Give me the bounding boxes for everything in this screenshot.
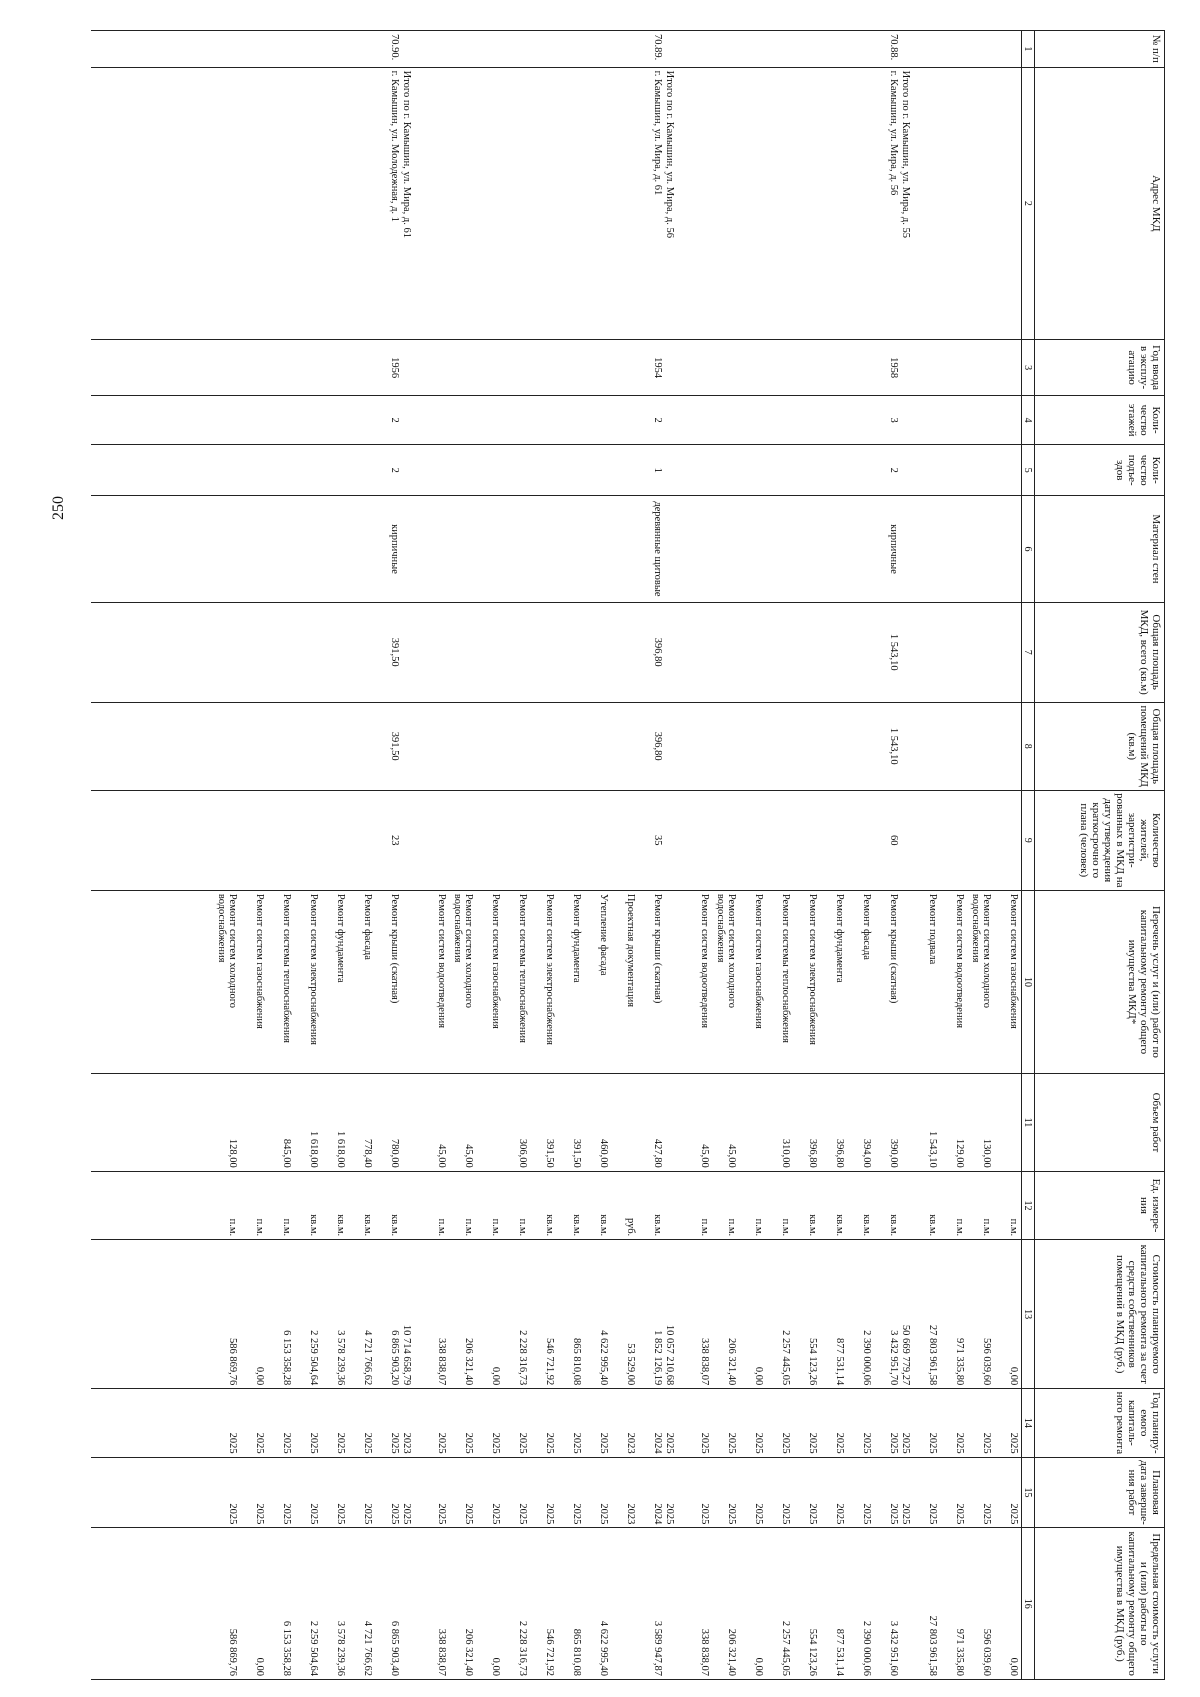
planned-cost: 6 865 903,20 xyxy=(389,1330,400,1386)
unit: п.м. xyxy=(954,1218,965,1237)
repair-year: 2025 xyxy=(308,1432,319,1454)
header-cell: Коли- чество этажей xyxy=(1035,396,1165,445)
work-volume: 45,00 xyxy=(699,1144,710,1168)
year-built: 1954 xyxy=(652,357,663,379)
service-name: Утепление фасада xyxy=(598,893,609,976)
unit: п.м. xyxy=(726,1218,737,1237)
col-limit-cost xyxy=(91,1528,1022,1680)
column-number: 6 xyxy=(1022,496,1035,602)
address-total-cost: 10 714 658,79 xyxy=(401,1324,412,1386)
limit-cost: 338 838,07 xyxy=(436,1628,447,1676)
column-number: 7 xyxy=(1022,602,1035,702)
limit-cost: 6 865 903,40 xyxy=(389,1620,400,1676)
area-rooms: 391,50 xyxy=(389,731,400,761)
address-total-label: Итого по г. Камышин, ул. Мира, д. 56 xyxy=(664,70,675,238)
limit-cost: 877 531,14 xyxy=(834,1628,845,1676)
header-cell: Предельная стоимость услуги и (или) работы по капитальному ремонту общего имущества в МКД (руб.) xyxy=(1035,1528,1165,1680)
address-total-end: 2025 xyxy=(664,1503,675,1525)
planned-cost: 971 335,80 xyxy=(954,1337,965,1386)
planned-cost: 1 852 126,19 xyxy=(652,1330,663,1386)
page-number: 250 xyxy=(50,496,67,520)
service-name: Ремонт систем газоснабжения xyxy=(753,893,764,1029)
work-volume: 427,80 xyxy=(652,1138,663,1168)
column-number: 4 xyxy=(1022,396,1035,445)
limit-cost: 2 259 504,64 xyxy=(308,1620,319,1676)
work-volume: 1 543,10 xyxy=(927,1131,938,1168)
repair-year: 2025 xyxy=(954,1432,965,1454)
service-name: Ремонт систем электроснабжения xyxy=(544,893,555,1045)
unit: кв.м. xyxy=(362,1214,373,1237)
planned-cost: 586 869,76 xyxy=(227,1337,238,1386)
column-number: 8 xyxy=(1022,702,1035,790)
unit: п.м. xyxy=(517,1218,528,1237)
unit: кв.м. xyxy=(308,1214,319,1237)
limit-cost: 3 578 239,36 xyxy=(335,1620,346,1676)
completion-date: 2025 xyxy=(726,1503,737,1525)
planned-cost: 2 390 000,06 xyxy=(861,1330,872,1386)
work-volume: 45,00 xyxy=(726,1144,737,1168)
row-number: 70.89. xyxy=(652,34,663,61)
unit: кв.м. xyxy=(544,1214,555,1237)
header-cell: Коли- чество подъе- здов xyxy=(1035,445,1165,496)
col-cost xyxy=(91,1240,1022,1389)
service-name: Ремонт систем холодного водоснабжения xyxy=(715,893,737,1009)
unit: кв.м. xyxy=(598,1214,609,1237)
planned-cost: 0,00 xyxy=(1008,1366,1019,1386)
completion-date: 2023 xyxy=(625,1503,636,1525)
repair-year: 2025 xyxy=(888,1432,899,1454)
repair-year: 2025 xyxy=(927,1432,938,1454)
work-volume: 460,00 xyxy=(598,1138,609,1168)
planned-cost: 206 321,40 xyxy=(726,1337,737,1386)
completion-date: 2025 xyxy=(981,1503,992,1525)
completion-date: 2025 xyxy=(699,1503,710,1525)
unit: п.м. xyxy=(981,1218,992,1237)
completion-date: 2025 xyxy=(517,1503,528,1525)
header-cell: Ед. измере- ния xyxy=(1035,1171,1165,1239)
limit-cost: 206 321,40 xyxy=(463,1628,474,1676)
work-volume: 45,00 xyxy=(463,1144,474,1168)
repair-year: 2025 xyxy=(335,1432,346,1454)
completion-date: 2025 xyxy=(861,1503,872,1525)
col-end-date xyxy=(91,1457,1022,1528)
completion-date: 2024 xyxy=(652,1503,663,1525)
completion-date: 2025 xyxy=(544,1503,555,1525)
repair-year: 2025 xyxy=(362,1432,373,1454)
completion-date: 2025 xyxy=(308,1503,319,1525)
work-volume: 129,00 xyxy=(954,1138,965,1168)
limit-cost: 3 432 951,60 xyxy=(888,1620,899,1676)
limit-cost: 0,00 xyxy=(254,1657,265,1676)
header-cell: Объем работ xyxy=(1035,1074,1165,1172)
planned-cost: 206 321,40 xyxy=(463,1337,474,1386)
building-address: г. Камышин, ул. Мира, д. 61 xyxy=(652,70,663,196)
planned-cost: 2 259 504,64 xyxy=(308,1330,319,1386)
planned-cost: 4 721 766,62 xyxy=(362,1330,373,1386)
planned-cost: 0,00 xyxy=(254,1366,265,1386)
repair-year: 2025 xyxy=(598,1432,609,1454)
entrances-count: 2 xyxy=(389,467,400,473)
year-built: 1956 xyxy=(389,357,400,379)
col-wall-material xyxy=(91,496,1022,602)
limit-cost: 2 228 316,73 xyxy=(517,1620,528,1676)
service-name: Ремонт систем водоотведения xyxy=(436,893,447,1029)
residents-count: 35 xyxy=(652,835,663,846)
address-total-label: Итого по г. Камышин, ул. Мира, д. 55 xyxy=(900,70,911,238)
limit-cost: 596 039,60 xyxy=(981,1628,992,1676)
floors-count: 2 xyxy=(652,417,663,423)
service-name: Ремонт систем газоснабжения xyxy=(1008,893,1019,1029)
unit: кв.м. xyxy=(335,1214,346,1237)
column-number: 10 xyxy=(1022,890,1035,1073)
entrances-count: 1 xyxy=(652,467,663,473)
work-volume: 396,80 xyxy=(807,1138,818,1168)
limit-cost: 2 257 445,05 xyxy=(780,1620,791,1676)
work-volume: 310,00 xyxy=(780,1138,791,1168)
unit: п.м. xyxy=(227,1218,238,1237)
work-volume: 1 618,00 xyxy=(308,1131,319,1168)
completion-date: 2025 xyxy=(362,1503,373,1525)
work-volume: 128,00 xyxy=(227,1138,238,1168)
completion-date: 2025 xyxy=(834,1503,845,1525)
col-residents xyxy=(91,790,1022,890)
repair-year: 2025 xyxy=(726,1432,737,1454)
work-volume: 306,00 xyxy=(517,1138,528,1168)
residents-count: 60 xyxy=(888,835,899,846)
unit: п.м. xyxy=(1008,1218,1019,1237)
column-number: 12 xyxy=(1022,1171,1035,1239)
address-total-year: 2025 xyxy=(664,1432,675,1454)
planned-cost: 338 838,07 xyxy=(699,1337,710,1386)
limit-cost: 0,00 xyxy=(1008,1657,1019,1676)
service-name: Ремонт систем электроснабжения xyxy=(807,893,818,1045)
header-cell: Общая площадь помещений МКД (кв.м) xyxy=(1035,702,1165,790)
row-number: 70.88. xyxy=(888,34,899,61)
repair-year: 2025 xyxy=(281,1432,292,1454)
address-total-end: 2025 xyxy=(900,1503,911,1525)
completion-date: 2025 xyxy=(1008,1503,1019,1525)
residents-count: 23 xyxy=(389,835,400,846)
service-name: Проектная документация xyxy=(625,893,636,1008)
floors-count: 2 xyxy=(389,417,400,423)
service-name: Ремонт систем газоснабжения xyxy=(490,893,501,1029)
planned-cost: 27 803 961,58 xyxy=(927,1324,938,1386)
unit: п.м. xyxy=(281,1218,292,1237)
address-total-cost: 50 669 779,27 xyxy=(900,1324,911,1386)
planned-cost: 546 721,92 xyxy=(544,1337,555,1386)
address-total-year: 2023 xyxy=(401,1432,412,1454)
header-cell: Общая площадь МКД, всего (кв.м) xyxy=(1035,602,1165,702)
unit: кв.м. xyxy=(389,1214,400,1237)
header-cell: Год ввода в эксплу- атацию xyxy=(1035,340,1165,396)
completion-date: 2025 xyxy=(598,1503,609,1525)
planned-cost: 6 153 358,28 xyxy=(281,1330,292,1386)
limit-cost: 206 321,40 xyxy=(726,1628,737,1676)
column-number: 5 xyxy=(1022,445,1035,496)
planned-cost: 596 039,60 xyxy=(981,1337,992,1386)
completion-date: 2025 xyxy=(927,1503,938,1525)
unit: кв.м. xyxy=(927,1214,938,1237)
wall-material: деревянные щитовые xyxy=(652,501,663,597)
limit-cost: 27 803 961,58 xyxy=(927,1615,938,1676)
completion-date: 2025 xyxy=(335,1503,346,1525)
work-volume: 1 618,00 xyxy=(335,1131,346,1168)
unit: п.м. xyxy=(699,1218,710,1237)
header-row xyxy=(1035,31,1165,1680)
unit: п.м. xyxy=(436,1218,447,1237)
service-name: Ремонт систем водоотведения xyxy=(699,893,710,1029)
limit-cost: 3 589 947,87 xyxy=(652,1620,663,1676)
service-name: Ремонт фундамента xyxy=(571,893,582,983)
limit-cost: 2 390 000,06 xyxy=(861,1620,872,1676)
area-total: 391,50 xyxy=(389,637,400,667)
year-built: 1958 xyxy=(888,357,899,379)
column-number: 16 xyxy=(1022,1528,1035,1680)
service-name: Ремонт крыши (скатная) xyxy=(888,893,899,1004)
completion-date: 2025 xyxy=(954,1503,965,1525)
unit: п.м. xyxy=(254,1218,265,1237)
repair-year: 2025 xyxy=(981,1432,992,1454)
repair-year: 2023 xyxy=(625,1432,636,1454)
col-area-rooms xyxy=(91,702,1022,790)
address-total-cost: 10 057 210,68 xyxy=(664,1324,675,1386)
table-body-row xyxy=(91,31,1022,1680)
completion-date: 2025 xyxy=(254,1503,265,1525)
repair-year: 2025 xyxy=(544,1432,555,1454)
work-volume: 45,00 xyxy=(436,1144,447,1168)
unit: кв.м. xyxy=(571,1214,582,1237)
column-number: 3 xyxy=(1022,340,1035,396)
work-volume: 391,50 xyxy=(571,1138,582,1168)
repair-year: 2025 xyxy=(753,1432,764,1454)
repair-year: 2025 xyxy=(436,1432,447,1454)
work-volume: 396,80 xyxy=(834,1138,845,1168)
column-number-row xyxy=(1022,31,1035,1680)
service-name: Ремонт систем холодного водоснабжения xyxy=(216,893,238,1009)
unit: п.м. xyxy=(490,1218,501,1237)
repair-year: 2025 xyxy=(227,1432,238,1454)
limit-cost: 0,00 xyxy=(490,1657,501,1676)
column-number: 15 xyxy=(1022,1457,1035,1528)
work-volume: 391,50 xyxy=(544,1138,555,1168)
header-cell: Год планиру- емого капиталь- ного ремонта xyxy=(1035,1389,1165,1457)
unit: п.м. xyxy=(463,1218,474,1237)
repair-year: 2025 xyxy=(517,1432,528,1454)
repair-year: 2025 xyxy=(807,1432,818,1454)
completion-date: 2025 xyxy=(389,1503,400,1525)
completion-date: 2025 xyxy=(490,1503,501,1525)
header-cell: Стоимость планируемого капитального ремонта за счет средств собственников помещений в МКД (руб.) xyxy=(1035,1240,1165,1389)
header-cell: Материал стен xyxy=(1035,496,1165,602)
repair-year: 2025 xyxy=(254,1432,265,1454)
repair-year: 2025 xyxy=(861,1432,872,1454)
completion-date: 2025 xyxy=(888,1503,899,1525)
unit: кв.м. xyxy=(861,1214,872,1237)
completion-date: 2025 xyxy=(227,1503,238,1525)
planned-cost: 865 810,08 xyxy=(571,1337,582,1386)
planned-cost: 2 228 316,73 xyxy=(517,1330,528,1386)
unit: кв.м. xyxy=(834,1214,845,1237)
completion-date: 2025 xyxy=(436,1503,447,1525)
header-cell: № п/п xyxy=(1035,31,1165,68)
planned-cost: 338 838,07 xyxy=(436,1337,447,1386)
work-volume: 845,00 xyxy=(281,1138,292,1168)
repair-year: 2025 xyxy=(780,1432,791,1454)
col-address xyxy=(91,67,1022,339)
repair-year: 2025 xyxy=(834,1432,845,1454)
area-total: 1 543,10 xyxy=(888,633,899,671)
column-number: 13 xyxy=(1022,1240,1035,1389)
building-address: г. Камышин, ул. Мира, д. 56 xyxy=(888,70,899,196)
service-name: Ремонт подвала xyxy=(927,893,938,965)
area-rooms: 1 543,10 xyxy=(888,727,899,765)
unit: п.м. xyxy=(753,1218,764,1237)
limit-cost: 546 721,92 xyxy=(544,1628,555,1676)
completion-date: 2025 xyxy=(780,1503,791,1525)
column-number: 2 xyxy=(1022,67,1035,339)
col-area-total xyxy=(91,602,1022,702)
service-name: Ремонт системы теплоснабжения xyxy=(281,893,292,1043)
service-name: Ремонт фундамента xyxy=(335,893,346,983)
column-number: 14 xyxy=(1022,1389,1035,1457)
header-cell: Количество жителей, зарегистри- рованных в МКД на дату утверждения краткосрочно го плана (человек) xyxy=(1035,790,1165,890)
capital-repair-table xyxy=(91,30,1165,1680)
service-name: Ремонт систем водоотведения xyxy=(954,893,965,1029)
header-cell: Адрес МКД xyxy=(1035,67,1165,339)
completion-date: 2025 xyxy=(807,1503,818,1525)
completion-date: 2025 xyxy=(753,1503,764,1525)
planned-cost: 3 578 239,36 xyxy=(335,1330,346,1386)
service-name: Ремонт систем холодного водоснабжения xyxy=(452,893,474,1009)
col-unit xyxy=(91,1171,1022,1239)
entrances-count: 2 xyxy=(888,467,899,473)
building-address: г. Камышин, ул. Молодежная, д. 1 xyxy=(389,70,400,222)
limit-cost: 6 153 358,28 xyxy=(281,1620,292,1676)
limit-cost: 4 622 995,40 xyxy=(598,1620,609,1676)
work-volume: 780,00 xyxy=(389,1138,400,1168)
address-total-year: 2025 xyxy=(900,1432,911,1454)
planned-cost: 3 432 951,70 xyxy=(888,1330,899,1386)
planned-cost: 2 257 445,05 xyxy=(780,1330,791,1386)
repair-year: 2025 xyxy=(699,1432,710,1454)
work-volume: 778,40 xyxy=(362,1138,373,1168)
planned-cost: 0,00 xyxy=(490,1366,501,1386)
completion-date: 2025 xyxy=(463,1503,474,1525)
column-number: 1 xyxy=(1022,31,1035,68)
rotated-page-content xyxy=(55,30,1165,1680)
unit: п.м. xyxy=(780,1218,791,1237)
service-name: Ремонт фасада xyxy=(362,893,373,960)
service-name: Ремонт фасада xyxy=(861,893,872,960)
repair-year: 2024 xyxy=(652,1432,663,1454)
header-cell: Перечень услуг и (или) работ по капитальному ремонту общего имущества МКД* xyxy=(1035,890,1165,1073)
col-services xyxy=(91,890,1022,1073)
limit-cost: 865 810,08 xyxy=(571,1628,582,1676)
area-total: 396,80 xyxy=(652,637,663,667)
row-number: 70.90. xyxy=(389,34,400,61)
service-name: Ремонт систем газоснабжения xyxy=(254,893,265,1029)
address-total-label: Итого по г. Камышин, ул. Мира, д. 61 xyxy=(401,70,412,238)
planned-cost: 877 531,14 xyxy=(834,1337,845,1386)
header-cell: Плановая дата заверше- ния работ xyxy=(1035,1457,1165,1528)
service-name: Ремонт системы теплоснабжения xyxy=(517,893,528,1043)
limit-cost: 338 838,07 xyxy=(699,1628,710,1676)
unit: кв.м. xyxy=(652,1214,663,1237)
col-repair-year xyxy=(91,1389,1022,1457)
col-num xyxy=(91,31,1022,68)
service-name: Ремонт фундамента xyxy=(834,893,845,983)
planned-cost: 554 123,26 xyxy=(807,1337,818,1386)
unit: кв.м. xyxy=(888,1214,899,1237)
limit-cost: 586 869,76 xyxy=(227,1628,238,1676)
repair-year: 2025 xyxy=(389,1432,400,1454)
repair-year: 2025 xyxy=(490,1432,501,1454)
completion-date: 2025 xyxy=(571,1503,582,1525)
unit: руб. xyxy=(625,1217,636,1237)
planned-cost: 0,00 xyxy=(753,1366,764,1386)
column-number: 11 xyxy=(1022,1074,1035,1172)
column-number: 9 xyxy=(1022,790,1035,890)
service-name: Ремонт крыши (скатная) xyxy=(389,893,400,1004)
planned-cost: 53 529,00 xyxy=(625,1343,636,1386)
repair-year: 2025 xyxy=(1008,1432,1019,1454)
repair-year: 2025 xyxy=(571,1432,582,1454)
planned-cost: 4 622 995,40 xyxy=(598,1330,609,1386)
address-total-end: 2025 xyxy=(401,1503,412,1525)
area-rooms: 396,80 xyxy=(652,731,663,761)
col-year-built xyxy=(91,340,1022,396)
wall-material: кирпичные xyxy=(389,524,400,574)
service-name: Ремонт системы теплоснабжения xyxy=(780,893,791,1043)
repair-year: 2025 xyxy=(463,1432,474,1454)
service-name: Ремонт крыши (скатная) xyxy=(652,893,663,1004)
service-name: Ремонт систем электроснабжения xyxy=(308,893,319,1045)
limit-cost: 4 721 766,62 xyxy=(362,1620,373,1676)
work-volume: 394,00 xyxy=(861,1138,872,1168)
completion-date: 2025 xyxy=(281,1503,292,1525)
col-floors xyxy=(91,396,1022,445)
work-volume: 390,00 xyxy=(888,1138,899,1168)
limit-cost: 971 335,80 xyxy=(954,1628,965,1676)
limit-cost: 0,00 xyxy=(753,1657,764,1676)
limit-cost: 554 123,26 xyxy=(807,1628,818,1676)
wall-material: кирпичные xyxy=(888,524,899,574)
col-volume xyxy=(91,1074,1022,1172)
service-name: Ремонт систем холодного водоснабжения xyxy=(970,893,992,1009)
work-volume: 130,00 xyxy=(981,1138,992,1168)
col-entrances xyxy=(91,445,1022,496)
floors-count: 3 xyxy=(888,417,899,423)
unit: кв.м. xyxy=(807,1214,818,1237)
